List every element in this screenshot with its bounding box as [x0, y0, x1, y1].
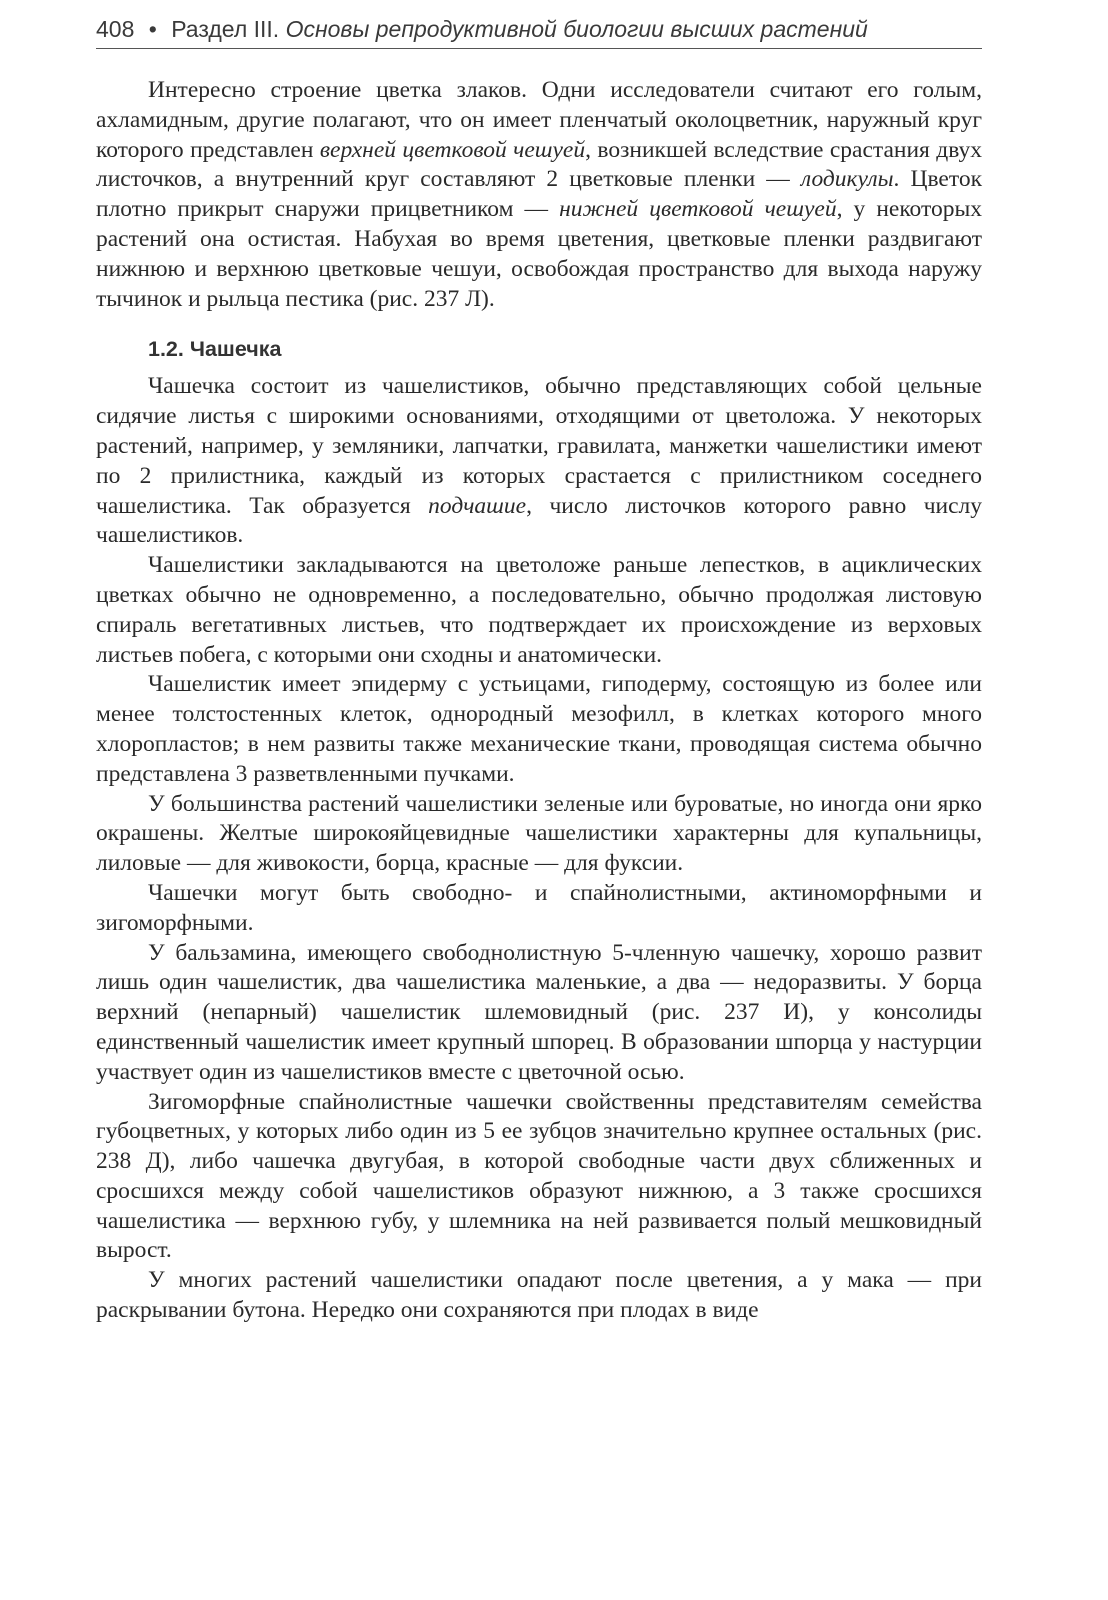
section-label: Раздел III.	[171, 16, 280, 42]
header-bullet: •	[148, 16, 157, 42]
chapter-title: Основы репродуктивной биологии высших растений	[285, 16, 868, 42]
body-text	[96, 76, 982, 1326]
text-run: Чашечка состоит из чашелистиков, обычно представляющих собой цельные сидячие листья с широкими основаниями, отходящими от цветоложа. У некоторых растений, например, у земляники, лапчатки, гравилата, манжетки чашелистики имеют по 2 прилистника, каждый из которых срастается с прилистником соседнего чашелистика. Так образуется	[96, 373, 982, 519]
text-run: , возникшей вследствие срастания двух листочков, а внутренний круг составляют 2 цветковые пленки —	[96, 136, 983, 193]
book-page	[96, 10, 982, 1326]
paragraph-2: Чашелистики закладываются на цветоложе раньше лепестков, в ациклических цветках обычно не одновременно, а последовательно, обычно продолжая листовую спираль вегетативных листьев, что подтверждает их происхождение из верховых листьев побега, с которыми они сходны и анатомически.	[96, 552, 982, 668]
term-emphasis: подчашие	[428, 492, 527, 519]
paragraph-5: Чашечки могут быть свободно- и спайнолистными, актиноморфными и зигоморфными.	[96, 879, 982, 936]
paragraph-intro	[96, 76, 982, 314]
running-head	[96, 10, 982, 49]
paragraph-4: У большинства растений чашелистики зеленые или буроватые, но иногда они ярко окрашены. Желтые широкояйцевидные чашелистики характерны для купальницы, лиловые — для живокости, борца, красные — для фуксии.	[96, 790, 982, 877]
term-emphasis: верхней цветковой чешуей	[319, 136, 586, 163]
text-run: Интересно строение цветка злаков. Одни исследователи считают его голым, ахламидным, другие полагают, что он имеет пленчатый околоцветник, наружный круг которого представлен	[96, 77, 982, 163]
section-heading: 1.2. Чашечка	[148, 337, 282, 362]
paragraph-7: Зигоморфные спайнолистные чашечки свойственны представителям семейства губоцветных, у которых либо один из 5 ее зубцов значительно крупнее остальных (рис. 238 Д), либо чашечка двугубая, в которой свободные части двух сближенных и сросшихся между собой чашелистиков образуют нижнюю, а 3 также сросшихся чашелистика — верхнюю губу, у шлемника на ней развивается полый мешковидный вырост.	[96, 1088, 982, 1264]
paragraph-1	[96, 372, 982, 551]
term-emphasis: лодикулы	[800, 166, 894, 193]
paragraph-8: У многих растений чашелистики опадают после цветения, а у мака — при раскрывании бутона. Нередко они сохраняются при плодах в виде	[96, 1267, 982, 1324]
text-run: , число листочков которого равно числу чашелистиков.	[96, 492, 983, 549]
term-emphasis: нижней цветковой чешуей	[559, 196, 837, 223]
text-run: , у некоторых растений она остистая. Набухая во время цветения, цветковые пленки раздвигают нижнюю и верхнюю цветковые чешуи, освобождая пространство для выхода наружу тычинок и рыльца пестика (рис. 237 Л).	[96, 196, 982, 312]
paragraph-3: Чашелистик имеет эпидерму с устьицами, гиподерму, состоящую из более или менее толстостенных клеток, однородный мезофилл, в клетках которого много хлоропластов; в нем развиты также механические ткани, проводящая система обычно представлена 3 разветвленными пучками.	[96, 671, 982, 787]
text-run: . Цветок плотно прикрыт снаружи прицветником —	[96, 166, 982, 223]
page-number: 408	[96, 16, 135, 42]
paragraph-6: У бальзамина, имеющего свободнолистную 5-членную чашечку, хорошо развит лишь один чашелистик, два чашелистика маленькие, а два — недоразвиты. У борца верхний (непарный) чашелистик шлемовидный (рис. 237 И), у консолиды единственный чашелистик имеет крупный шпорец. В образовании шпорца у настурции участвует один из чашелистиков вместе с цветочной осью.	[96, 939, 982, 1085]
